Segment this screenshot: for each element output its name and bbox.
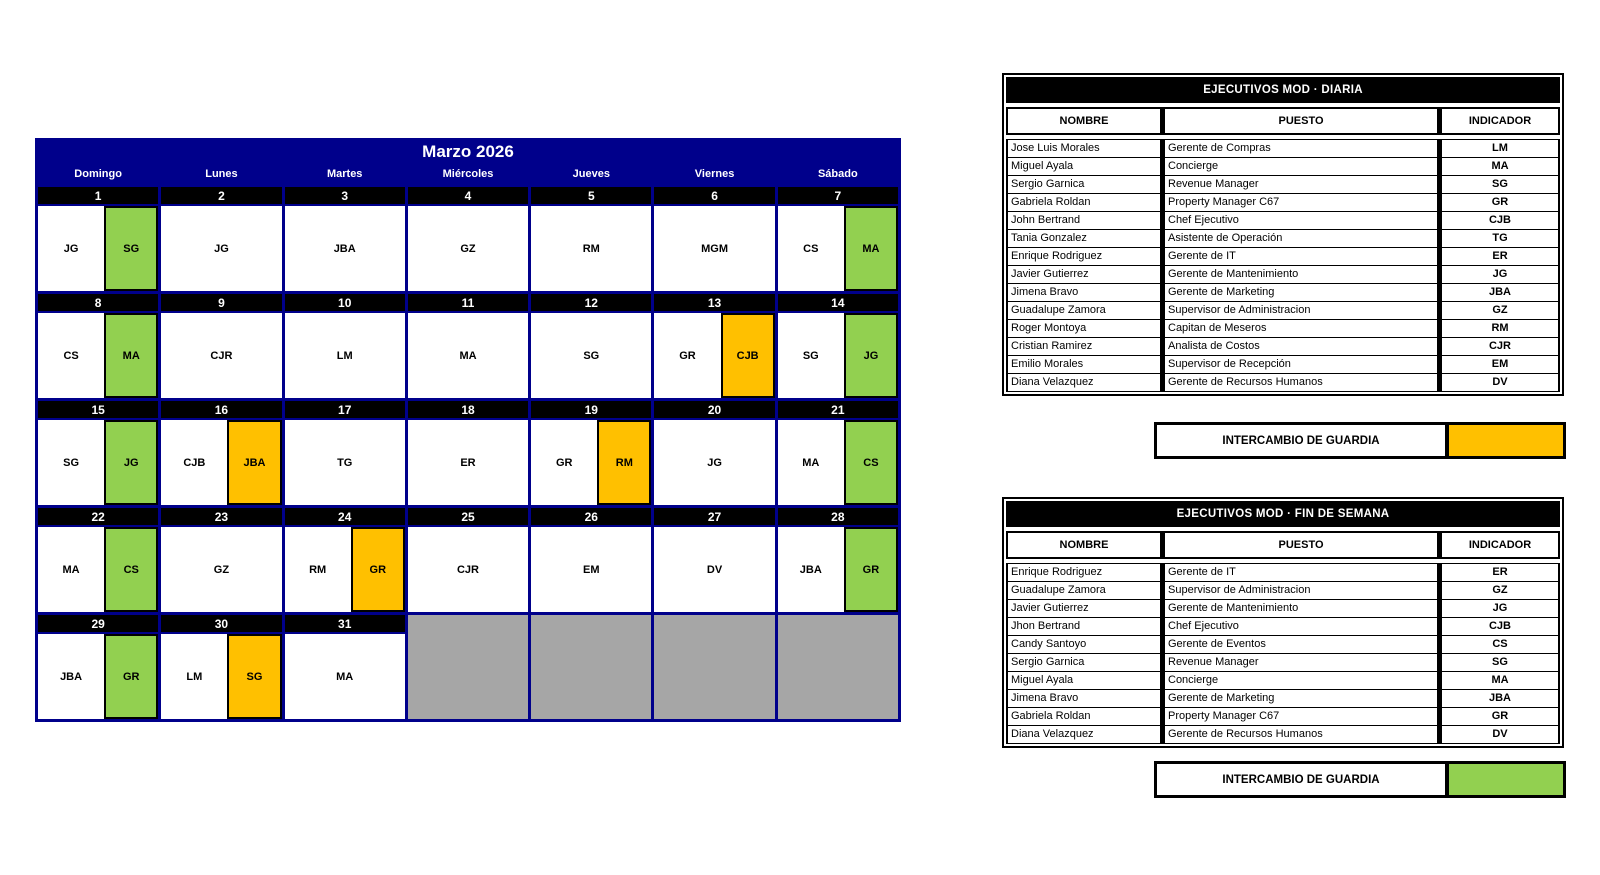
day-cell [778, 420, 898, 505]
panel-ejecutivos-fin-de-semana [1002, 497, 1564, 798]
cell-puesto: Gerente de Recursos Humanos [1165, 374, 1437, 391]
day-cell [38, 206, 158, 291]
cell-puesto: Gerente de Marketing [1165, 284, 1437, 301]
cell-nombre: Jhon Bertrand [1008, 618, 1160, 635]
shift-cell-orange: GR [351, 527, 405, 612]
calendar-week [38, 187, 898, 291]
calendar-day [654, 187, 774, 291]
column-header: PUESTO [1165, 533, 1437, 557]
cell-nombre: Sergio Garnica [1008, 176, 1160, 193]
cell-indicador: MA [1442, 158, 1558, 175]
cell-puesto: Gerente de Recursos Humanos [1165, 726, 1437, 743]
calendar-week [38, 508, 898, 612]
shift-cell-orange: JBA [227, 420, 281, 505]
shift-cell-white: EM [583, 563, 600, 576]
day-cell [285, 313, 405, 398]
cell-indicador: EM [1442, 356, 1558, 373]
cell-indicador: GZ [1442, 582, 1558, 599]
calendar-day [285, 401, 405, 505]
calendar-day [161, 294, 281, 398]
legend-swatch-green [1445, 764, 1563, 795]
calendar-day [38, 187, 158, 291]
calendar-marzo-2026 [35, 138, 901, 722]
date-bar: 6 [654, 187, 774, 204]
day-cell [531, 313, 651, 398]
cell-indicador: RM [1442, 320, 1558, 337]
day-header: Domingo [74, 168, 122, 180]
shift-cell-white: CS [63, 349, 79, 362]
cell-nombre: Diana Velazquez [1008, 726, 1160, 743]
date-bar: 9 [161, 294, 281, 311]
legend-intercambio-diaria [1154, 422, 1566, 459]
day-cell [531, 527, 651, 612]
cell-puesto: Gerente de Eventos [1165, 636, 1437, 653]
cell-nombre: Tania Gonzalez [1008, 230, 1160, 247]
shift-cell-white: SG [802, 349, 819, 362]
cell-indicador: SG [1442, 654, 1558, 671]
calendar-day [778, 294, 898, 398]
day-header: Miércoles [442, 168, 494, 180]
panel-ejecutivos-diaria [1002, 73, 1564, 459]
calendar-day-headers [38, 166, 898, 184]
date-bar: 13 [654, 294, 774, 311]
shift-cell-orange: RM [597, 420, 651, 505]
cell-puesto: Revenue Manager [1165, 176, 1437, 193]
shift-cell-green: GR [104, 634, 158, 719]
cell-nombre: Candy Santoyo [1008, 636, 1160, 653]
day-cell [654, 420, 774, 505]
cell-puesto: Concierge [1165, 672, 1437, 689]
calendar-day [531, 187, 651, 291]
shift-cell-green: MA [844, 206, 898, 291]
calendar-day [285, 187, 405, 291]
shift-cell-white: SG [583, 349, 600, 362]
day-cell [778, 313, 898, 398]
calendar-day [285, 508, 405, 612]
cell-nombre: Enrique Rodriguez [1008, 564, 1160, 581]
date-bar [408, 615, 528, 632]
shift-cell-green: SG [104, 206, 158, 291]
shift-cell-white: DV [706, 563, 723, 576]
cell-nombre: Jimena Bravo [1008, 284, 1160, 301]
shift-cell-white: JBA [799, 563, 822, 576]
calendar-day [408, 187, 528, 291]
shift-cell-orange: CJB [721, 313, 775, 398]
calendar-day [161, 615, 281, 719]
shift-cell-orange: SG [227, 634, 281, 719]
cell-nombre: Sergio Garnica [1008, 654, 1160, 671]
cell-nombre: Diana Velazquez [1008, 374, 1160, 391]
shift-cell-white: JG [214, 242, 229, 255]
day-cell [285, 634, 405, 719]
calendar-day-empty [531, 615, 651, 719]
cell-puesto: Analista de Costos [1165, 338, 1437, 355]
shift-cell-white: CJB [183, 456, 206, 469]
day-cell [408, 634, 528, 719]
date-bar: 25 [408, 508, 528, 525]
day-header: Sábado [817, 168, 858, 180]
day-header: Lunes [205, 168, 238, 180]
cell-indicador: GZ [1442, 302, 1558, 319]
cell-nombre: Guadalupe Zamora [1008, 302, 1160, 319]
day-cell [38, 313, 158, 398]
shift-cell-white: GR [555, 456, 573, 469]
cell-indicador: MA [1442, 672, 1558, 689]
cell-puesto: Gerente de Mantenimiento [1165, 600, 1437, 617]
date-bar: 8 [38, 294, 158, 311]
cell-nombre: Enrique Rodriguez [1008, 248, 1160, 265]
shift-cell-white: MA [459, 349, 477, 362]
legend-intercambio-fin-de-semana [1154, 761, 1566, 798]
cell-indicador: CJR [1442, 338, 1558, 355]
day-cell [161, 420, 281, 505]
day-cell [285, 206, 405, 291]
cell-nombre: Cristian Ramirez [1008, 338, 1160, 355]
day-cell [531, 420, 651, 505]
cell-puesto: Supervisor de Recepción [1165, 356, 1437, 373]
calendar-day [285, 294, 405, 398]
shift-cell-green: MA [104, 313, 158, 398]
date-bar: 19 [531, 401, 651, 418]
shift-cell-green: JG [844, 313, 898, 398]
calendar-day-empty [654, 615, 774, 719]
calendar-day [778, 401, 898, 505]
shift-cell-white: JG [707, 456, 722, 469]
calendar-day [161, 187, 281, 291]
date-bar: 4 [408, 187, 528, 204]
shift-cell-white: LM [336, 349, 353, 362]
date-bar [778, 615, 898, 632]
calendar-day [38, 294, 158, 398]
date-bar: 26 [531, 508, 651, 525]
date-bar [531, 615, 651, 632]
cell-indicador: CS [1442, 636, 1558, 653]
cell-puesto: Concierge [1165, 158, 1437, 175]
calendar-day [654, 294, 774, 398]
date-bar: 11 [408, 294, 528, 311]
day-cell [531, 634, 651, 719]
date-bar: 1 [38, 187, 158, 204]
calendar-day [408, 294, 528, 398]
day-cell [778, 634, 898, 719]
calendar-day [654, 401, 774, 505]
shift-cell-white: ER [460, 456, 476, 469]
shift-cell-white: MA [802, 456, 820, 469]
date-bar: 20 [654, 401, 774, 418]
shift-cell-white: CS [803, 242, 819, 255]
cell-puesto: Supervisor de Administracion [1165, 582, 1437, 599]
day-cell [654, 527, 774, 612]
cell-nombre: Gabriela Roldan [1008, 194, 1160, 211]
cell-nombre: Guadalupe Zamora [1008, 582, 1160, 599]
cell-nombre: Emilio Morales [1008, 356, 1160, 373]
cell-puesto: Gerente de Compras [1165, 140, 1437, 157]
shift-cell-white: RM [582, 242, 600, 255]
calendar-title: Marzo 2026 [422, 142, 514, 161]
date-bar: 21 [778, 401, 898, 418]
cell-puesto: Chef Ejecutivo [1165, 212, 1437, 229]
date-bar: 28 [778, 508, 898, 525]
day-cell [38, 634, 158, 719]
date-bar: 27 [654, 508, 774, 525]
cell-indicador: ER [1442, 564, 1558, 581]
calendar-day [531, 294, 651, 398]
table-body [1006, 563, 1560, 744]
day-cell [408, 206, 528, 291]
table-title: EJECUTIVOS MOD · FIN DE SEMANA [1006, 501, 1560, 527]
cell-nombre: Javier Gutierrez [1008, 266, 1160, 283]
cell-puesto: Capitan de Meseros [1165, 320, 1437, 337]
date-bar: 22 [38, 508, 158, 525]
day-cell [778, 206, 898, 291]
table-header-row [1006, 107, 1560, 135]
legend-swatch-orange [1445, 425, 1563, 456]
day-cell [38, 527, 158, 612]
column-header: NOMBRE [1008, 109, 1160, 133]
shift-cell-white: JBA [60, 670, 83, 683]
date-bar: 15 [38, 401, 158, 418]
calendar-day [778, 508, 898, 612]
cell-indicador: GR [1442, 708, 1558, 725]
cell-puesto: Supervisor de Administracion [1165, 302, 1437, 319]
cell-puesto: Gerente de Marketing [1165, 690, 1437, 707]
date-bar: 2 [161, 187, 281, 204]
shift-cell-white: TG [337, 456, 353, 469]
column-header: INDICADOR [1442, 109, 1558, 133]
cell-indicador: SG [1442, 176, 1558, 193]
cell-nombre: Gabriela Roldan [1008, 708, 1160, 725]
day-cell [654, 634, 774, 719]
date-bar [654, 615, 774, 632]
shift-cell-white: MGM [701, 242, 728, 255]
cell-nombre: Miguel Ayala [1008, 672, 1160, 689]
date-bar: 29 [38, 615, 158, 632]
day-cell [654, 206, 774, 291]
date-bar: 23 [161, 508, 281, 525]
day-cell [408, 527, 528, 612]
shift-cell-green: CS [104, 527, 158, 612]
cell-puesto: Gerente de IT [1165, 248, 1437, 265]
cell-indicador: GR [1442, 194, 1558, 211]
cell-nombre: Javier Gutierrez [1008, 600, 1160, 617]
cell-puesto: Gerente de Mantenimiento [1165, 266, 1437, 283]
table-ejecutivos-fin-de-semana [1002, 497, 1564, 748]
day-cell [654, 313, 774, 398]
legend-label: INTERCAMBIO DE GUARDIA [1222, 434, 1380, 447]
cell-nombre: Jimena Bravo [1008, 690, 1160, 707]
table-body [1006, 139, 1560, 392]
calendar-day [285, 615, 405, 719]
cell-puesto: Chef Ejecutivo [1165, 618, 1437, 635]
calendar-day [161, 508, 281, 612]
calendar-day [38, 401, 158, 505]
table-ejecutivos-diaria [1002, 73, 1564, 396]
date-bar: 30 [161, 615, 281, 632]
cell-indicador: DV [1442, 374, 1558, 391]
cell-nombre: John Bertrand [1008, 212, 1160, 229]
date-bar: 14 [778, 294, 898, 311]
calendar-weeks [38, 187, 898, 719]
calendar-day-empty [408, 615, 528, 719]
day-header: Viernes [694, 168, 735, 180]
day-cell [531, 206, 651, 291]
calendar-day [654, 508, 774, 612]
cell-indicador: LM [1442, 140, 1558, 157]
shift-cell-white: JG [63, 242, 79, 255]
cell-puesto: Property Manager C67 [1165, 708, 1437, 725]
calendar-week [38, 615, 898, 719]
table-title: EJECUTIVOS MOD · DIARIA [1006, 77, 1560, 103]
cell-puesto: Asistente de Operación [1165, 230, 1437, 247]
calendar-day [531, 508, 651, 612]
day-cell [38, 420, 158, 505]
day-header: Jueves [572, 168, 610, 180]
date-bar: 18 [408, 401, 528, 418]
shift-cell-white: GZ [460, 242, 476, 255]
shift-cell-white: RM [309, 563, 327, 576]
shift-cell-white: JBA [333, 242, 356, 255]
cell-puesto: Property Manager C67 [1165, 194, 1437, 211]
day-cell [161, 313, 281, 398]
cell-indicador: CJB [1442, 212, 1558, 229]
column-header: NOMBRE [1008, 533, 1160, 557]
cell-indicador: JBA [1442, 690, 1558, 707]
shift-cell-white: CJR [210, 349, 233, 362]
cell-indicador: TG [1442, 230, 1558, 247]
day-cell [408, 420, 528, 505]
shift-cell-white: LM [186, 670, 203, 683]
calendar-day [38, 615, 158, 719]
cell-nombre: Roger Montoya [1008, 320, 1160, 337]
day-cell [161, 634, 281, 719]
calendar-day [778, 187, 898, 291]
date-bar: 24 [285, 508, 405, 525]
calendar-day [161, 401, 281, 505]
table-header-row [1006, 531, 1560, 559]
calendar-day [408, 401, 528, 505]
calendar-week [38, 294, 898, 398]
legend-label: INTERCAMBIO DE GUARDIA [1222, 773, 1380, 786]
date-bar: 17 [285, 401, 405, 418]
calendar-week [38, 401, 898, 505]
shift-cell-white: CJR [456, 563, 479, 576]
cell-indicador: DV [1442, 726, 1558, 743]
shift-cell-white: SG [63, 456, 80, 469]
day-cell [285, 527, 405, 612]
shift-cell-white: GZ [213, 563, 230, 576]
shift-cell-white: MA [62, 563, 80, 576]
day-cell [161, 527, 281, 612]
date-bar: 7 [778, 187, 898, 204]
calendar-day [408, 508, 528, 612]
date-bar: 31 [285, 615, 405, 632]
calendar-day [531, 401, 651, 505]
cell-puesto: Gerente de IT [1165, 564, 1437, 581]
day-cell [161, 206, 281, 291]
date-bar: 3 [285, 187, 405, 204]
shift-cell-green: CS [844, 420, 898, 505]
day-cell [285, 420, 405, 505]
cell-indicador: ER [1442, 248, 1558, 265]
column-header: PUESTO [1165, 109, 1437, 133]
cell-indicador: JG [1442, 266, 1558, 283]
cell-indicador: JG [1442, 600, 1558, 617]
cell-puesto: Revenue Manager [1165, 654, 1437, 671]
cell-indicador: JBA [1442, 284, 1558, 301]
shift-cell-white: MA [336, 670, 354, 683]
date-bar: 12 [531, 294, 651, 311]
calendar-day-empty [778, 615, 898, 719]
shift-cell-green: GR [844, 527, 898, 612]
date-bar: 16 [161, 401, 281, 418]
shift-cell-green: JG [104, 420, 158, 505]
date-bar: 10 [285, 294, 405, 311]
cell-nombre: Jose Luis Morales [1008, 140, 1160, 157]
shift-cell-white: GR [679, 349, 696, 362]
column-header: INDICADOR [1442, 533, 1558, 557]
date-bar: 5 [531, 187, 651, 204]
day-cell [408, 313, 528, 398]
calendar-day [38, 508, 158, 612]
day-header: Martes [326, 168, 363, 180]
cell-nombre: Miguel Ayala [1008, 158, 1160, 175]
cell-indicador: CJB [1442, 618, 1558, 635]
day-cell [778, 527, 898, 612]
